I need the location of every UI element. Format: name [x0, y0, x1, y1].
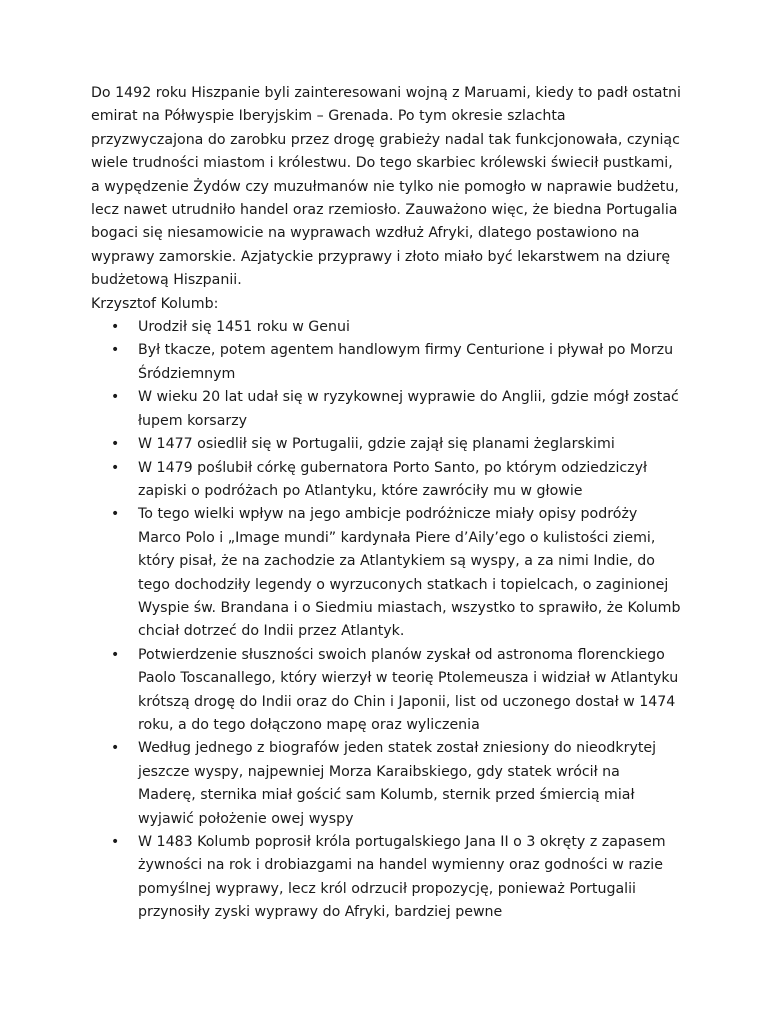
list-item [91, 737, 681, 831]
list-item [91, 316, 681, 339]
list-item [91, 503, 681, 643]
bullet-icon: • [111, 506, 120, 523]
list-item-text: Potwierdzenie słuszności swoich planów zyskał od astronoma florenckiego Paolo Toscanallego, który wierzył w teorię Ptolemeusza i widział w Atlantyku krótszą drogę do Indii oraz do Chin i Japonii, list od uczonego dostał w 1474 roku, a do tego dołączono mapę oraz wyliczenia [138, 646, 679, 733]
list-item-text: W wieku 20 lat udał się w ryzykownej wyprawie do Anglii, gdzie mógł zostać łupem korsarzy [138, 389, 679, 429]
list-item-text: Był tkacze, potem agentem handlowym firmy Centurione i pływał po Morzu Śródziemnym [138, 342, 674, 382]
list-item-text: To tego wielki wpływ na jego ambicje podróżnicze miały opisy podróży Marco Polo i „Image mundi” kardynała Piere d’Aily’ego o kulistości ziemi, który pisał, że na zachodzie za Atlantykiem są wyspy, a za nimi Indie, do tego dochodziły legendy o wyrzuconych statkach i topielcach, o zaginionej Wyspie św. Brandana i o Siedmiu miastach, wszystko to sprawiło, że Kolumb chciał dotrzeć do Indii przez Atlantyk. [138, 506, 681, 640]
list-item [91, 433, 681, 456]
list-item [91, 644, 681, 738]
list-item-text: W 1479 poślubił córkę gubernatora Porto Santo, po którym odziedziczył zapiski o podróżach po Atlantyku, które zawróciły mu w głowie [138, 459, 648, 499]
bullet-list [91, 316, 681, 925]
list-item-text: Urodził się 1451 roku w Genui [138, 319, 350, 336]
bullet-icon: • [111, 342, 120, 359]
bullet-icon: • [111, 459, 120, 476]
list-item-text: W 1477 osiedlił się w Portugalii, gdzie zajął się planami żeglarskimi [138, 436, 615, 453]
bullet-icon: • [111, 834, 120, 850]
list-item-text: Według jednego z biografów jeden statek został zniesiony do nieodkrytej jeszcze wyspy, najpewniej Morza Karaibskiego, gdy statek wrócił na Maderę, sternika miał gościć sam Kolumb, sternik przed śmiercią miał wyjawić położenie owej wyspy [138, 740, 657, 827]
list-item [91, 339, 681, 386]
bullet-icon: • [111, 646, 120, 663]
list-item [91, 457, 681, 504]
bullet-icon: • [111, 436, 120, 453]
list-item [91, 831, 681, 925]
list-item-text: W 1483 Kolumb poprosił króla portugalskiego Jana II o 3 okręty z zapasem żywności na rok i drobiazgami na handel wymienny oraz godności w razie pomyślnej wyprawy, lecz król odrzucił propozycję, ponieważ Portugalii przynosiły zyski wyprawy do Afryki, bardziej pewne [138, 834, 666, 921]
intro-paragraph: Do 1492 roku Hiszpanie byli zainteresowani wojną z Maruami, kiedy to padł ostatni emirat na Półwyspie Iberyjskim – Grenada. Po tym okresie szlachta przyzwyczajona do zarobku przez drogę grabieży nadal tak funkcjonowała, czyniąc wiele trudności miastom i królestwu. Do tego skarbiec królewski świecił pustkami, a wypędzenie Żydów czy muzułmanów nie tylko nie pomogło w naprawie budżetu, lecz nawet utrudniło handel oraz rzemiosło. Zauważono więc, że biedna Portugalia bogaci się niesamowicie na wyprawach wzdłuż Afryki, dlatego postawiono na wyprawy zamorskie. Azjatyckie przyprawy i złoto miało być lekarstwem na dziurę budżetową Hiszpanii. [91, 85, 681, 289]
section-subheading: Krzysztof Kolumb: [91, 295, 219, 312]
bullet-icon: • [111, 319, 120, 336]
bullet-icon: • [111, 740, 120, 757]
bullet-icon: • [111, 389, 120, 406]
document-page [91, 82, 681, 925]
list-item [91, 386, 681, 433]
